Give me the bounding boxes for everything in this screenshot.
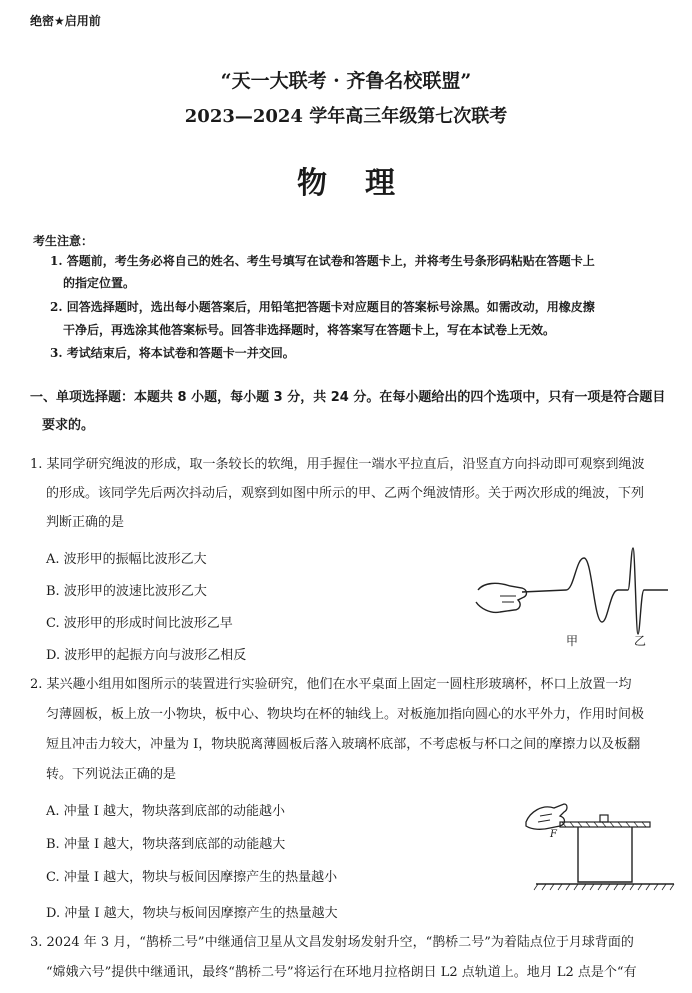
q2-option-d: D. 冲量 I 越大，物块与板间因摩擦产生的热量越大 [46,906,338,921]
notice-line: 的指定位置。 [63,276,136,290]
small-block [600,815,608,822]
exam-subtitle: 2023—2024 学年高三年级第七次联考 [184,106,508,127]
q1-option-a: A. 波形甲的振幅比波形乙大 [46,552,207,567]
q1-stem-line: 的形成。该同学先后两次抖动后，观察到如图中所示的甲、乙两个绳波情形。关于两次形成的绳波，下列 [46,486,645,501]
q1-stem-line: 1. 某同学研究绳波的形成，取一条较长的软绳，用手握住一端水平拉直后，沿竖直方向抖动即可观察到绳波 [30,457,645,472]
q2-stem-line: 短且冲击力较大，冲量为 I，物块脱离薄圆板后落入玻璃杯底部，不考虑板与杯口之间的摩擦力以及板翻 [46,737,641,752]
q3-stem-line: 3. 2024 年 3 月，“鹊桥二号”中继通信卫星从文昌发射场发射升空，“鹊桥二号”为着陆点位于月球背面的 [30,935,634,950]
q2-option-a: A. 冲量 I 越大，物块落到底部的动能越小 [46,804,286,819]
q2-option-c: C. 冲量 I 越大，物块与板间因摩擦产生的热量越小 [46,870,338,885]
figure-label-yi: 乙 [634,634,647,648]
notice-heading: 考生注意： [33,234,94,248]
section-line: 要求的。 [42,418,95,433]
q1-option-d: D. 波形甲的起振方向与波形乙相反 [46,648,247,663]
notice-line: 2. 回答选择题时，选出每小题答案后，用铅笔把答题卡对应题目的答案标号涂黑。如需改动，用橡皮擦 [50,300,595,314]
secret-mark: 绝密★启用前 [30,14,101,28]
notice-line: 干净后，再选涂其他答案标号。回答非选择题时，将答案写在答题卡上，写在本试卷上无效。 [63,323,556,337]
q1-option-c: C. 波形甲的形成时间比波形乙早 [46,616,233,631]
q3-stem-line: “嫦娥六号”提供中继通讯，最终“鹊桥二号”将运行在环地月拉格朗日 L2 点轨道上。地月 L2 点是个“有 [46,965,637,980]
cup-plate-figure [520,796,680,896]
notice-line: 1. 答题前，考生务必将自己的姓名、考生号填写在试卷和答题卡上，并将考生号条形码粘贴在答题卡上 [50,254,595,268]
q1-option-b: B. 波形甲的波速比波形乙大 [46,584,207,599]
q2-option-b: B. 冲量 I 越大，物块落到底部的动能越大 [46,837,286,852]
section-line: 一、单项选择题：本题共 8 小题，每小题 3 分，共 24 分。在每小题给出的四个选项中，只有一项是符合题目 [30,390,666,405]
q2-stem-line: 转。下列说法正确的是 [46,767,177,782]
q2-stem-line: 匀薄圆板，板上放一小物块，板中心、物块均在杯的轴线上。对板施加指向圆心的水平外力，作用时间极 [46,707,645,722]
hand-icon [526,804,567,829]
figure-label-jia: 甲 [566,634,579,648]
glass-cup [578,827,632,882]
force-label: F [550,829,557,840]
q1-stem-line: 判断正确的是 [46,515,125,530]
hand-icon [476,583,527,612]
q2-stem-line: 2. 某兴趣小组用如图所示的装置进行实验研究，他们在水平桌面上固定一圆柱形玻璃杯，杯口上放置一均 [30,677,632,692]
rope-line [522,548,668,634]
subject-title: 物理 [297,166,433,201]
exam-title: “天一大联考 · 齐鲁名校联盟” [220,70,472,92]
section-heading [30,384,670,440]
notice-line: 3. 考试结束后，将本试卷和答题卡一并交回。 [50,346,295,360]
